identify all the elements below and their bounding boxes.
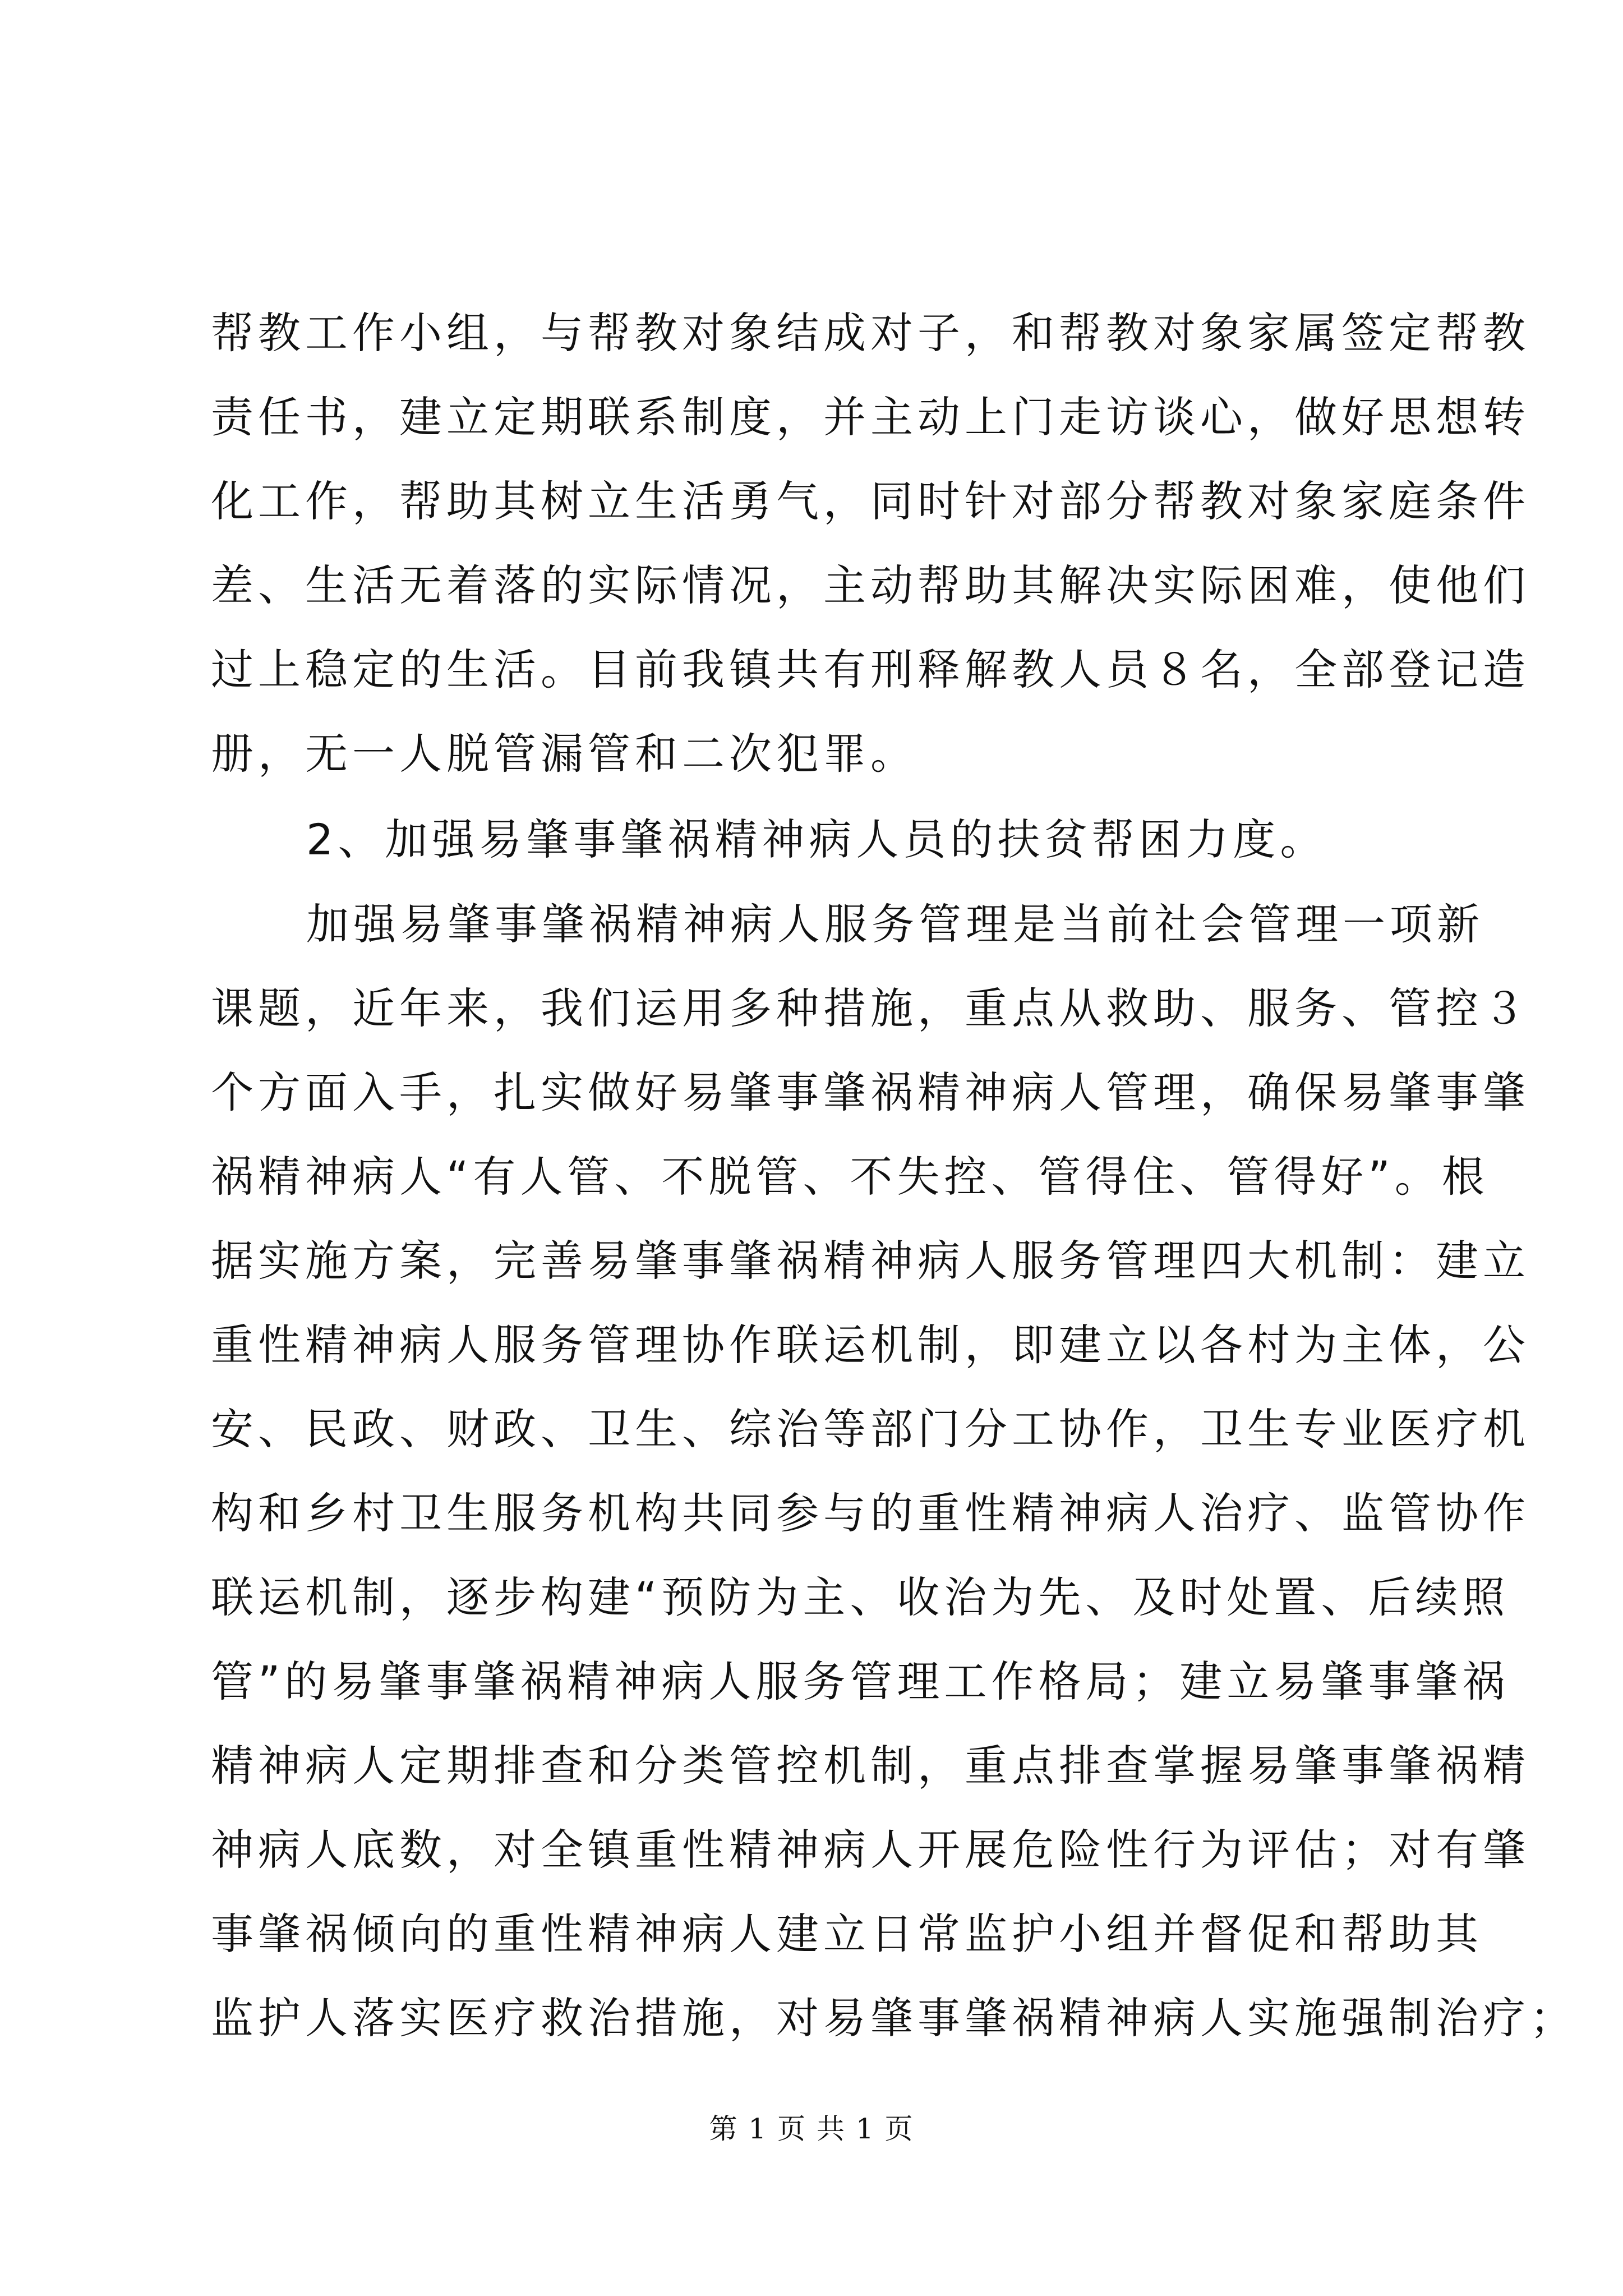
- text-line-1: 帮教工作小组，与帮教对象结成对子，和帮教对象家属签定帮教: [211, 308, 1530, 358]
- text-line-18: 精神病人定期排查和分类管控机制，重点排查掌握易肇事肇祸精: [211, 1741, 1530, 1791]
- text-line-8: 加强易肇事肇祸精神病人服务管理是当前社会管理一项新: [306, 899, 1484, 949]
- text-line-2: 责任书，建立定期联系制度，并主动上门走访谈心，做好思想转: [211, 392, 1530, 442]
- text-line-19: 神病人底数，对全镇重性精神病人开展危险性行为评估；对有肇: [211, 1825, 1530, 1875]
- text-line-3: 化工作，帮助其树立生活勇气，同时针对部分帮教对象家庭条件: [211, 476, 1530, 526]
- text-line-6: 册，无一人脱管漏管和二次犯罪。: [211, 729, 917, 779]
- text-line-12: 据实施方案，完善易肇事肇祸精神病人服务管理四大机制：建立: [211, 1236, 1530, 1286]
- text-line-14: 安、民政、财政、卫生、综治等部门分工协作，卫生专业医疗机: [211, 1404, 1530, 1454]
- text-line-15: 构和乡村卫生服务机构共同参与的重性精神病人治疗、监管协作: [211, 1488, 1530, 1538]
- page-footer: 第 1 页 共 1 页: [709, 2113, 914, 2145]
- text-line-21: 监护人落实医疗救治措施，对易肇事肇祸精神病人实施强制治疗；: [211, 1993, 1577, 2043]
- text-line-9: 课题，近年来，我们运用多种措施，重点从救助、服务、管控３: [211, 983, 1530, 1033]
- text-line-4: 差、生活无着落的实际情况，主动帮助其解决实际困难，使他们: [211, 560, 1530, 610]
- text-line-7: 2、加强易肇事肇祸精神病人员的扶贫帮困力度。: [306, 815, 1327, 864]
- text-line-5: 过上稳定的生活。目前我镇共有刑释解教人员８名，全部登记造: [211, 645, 1530, 694]
- text-line-11: 祸精神病人“有人管、不脱管、不失控、管得住、管得好”。根: [211, 1152, 1489, 1202]
- text-line-17: 管”的易肇事肇祸精神病人服务管理工作格局；建立易肇事肇祸: [211, 1657, 1510, 1706]
- text-line-10: 个方面入手，扎实做好易肇事肇祸精神病人管理，确保易肇事肇: [211, 1068, 1530, 1117]
- text-line-16: 联运机制，逐步构建“预防为主、收治为先、及时处置、后续照: [211, 1572, 1510, 1622]
- text-line-13: 重性精神病人服务管理协作联运机制，即建立以各村为主体，公: [211, 1320, 1530, 1370]
- text-line-20: 事肇祸倾向的重性精神病人建立日常监护小组并督促和帮助其: [211, 1909, 1483, 1959]
